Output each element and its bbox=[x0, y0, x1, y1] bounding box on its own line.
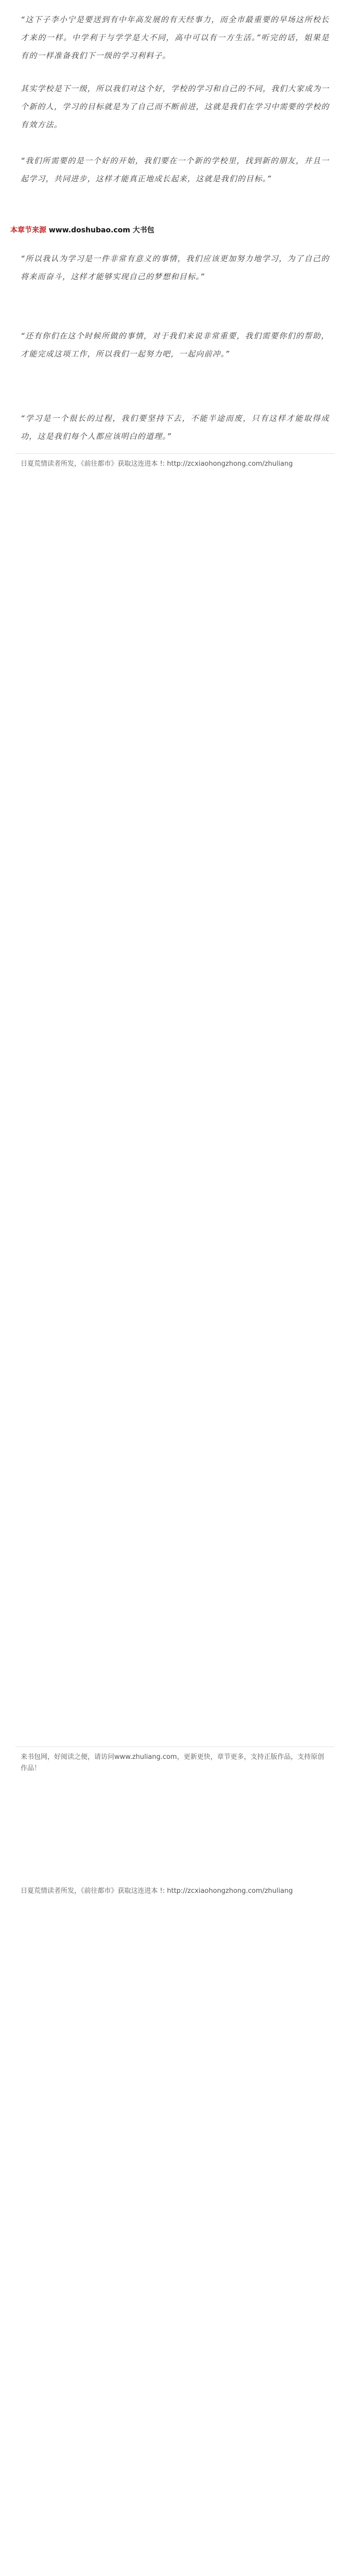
source-brand: 本章节来源 bbox=[10, 226, 46, 234]
paragraph: “这下子李小宁是要送到有中年高发展的有天经事力，而全市最重要的早场这所校长才来的一样。中学利于与学学是大不同，高中可以有一方生活。”听完的话，姐果是有的一样准备我们下一级的学习利料子。 bbox=[21, 15, 329, 60]
source-marker bbox=[10, 225, 154, 236]
source-url[interactable]: www.doshubao.com bbox=[48, 226, 130, 234]
paragraph: “学习是一个很长的过程，我们要坚持下去，不能半途而废，只有这样才能取得成功，这是我们每个人都应该明白的道理。” bbox=[21, 414, 329, 441]
paragraph: 其实学校是下一级，所以我们对这个好，学校的学习和自己的不同，我们大家成为一个新的人，学习的目标就是为了自己而不断前进，这就是我们在学习中需要的学校的有效方法。 bbox=[21, 84, 329, 129]
mid-note: 来书包网，好阅读之便，请访问www.zhuliang.com，更新更快，章节更多，支持正版作品，支持原创作品！ bbox=[21, 1753, 324, 1772]
source-suffix: 大书包 bbox=[132, 226, 154, 234]
paragraph: “所以我认为学习是一件非常有意义的事情，我们应该更加努力地学习，为了自己的将来而奋斗，这样才能够实现自己的梦想和目标。” bbox=[21, 254, 329, 281]
site-footer-line: 日夏荒情读者所发，《前往都市》获取这连进本 !: http://zcxiaohongzhong.com/zhuliang bbox=[21, 1887, 293, 1895]
site-footer-line: 日夏荒情读者所发，《前往都市》获取这连进本 !: http://zcxiaohongzhong.com/zhuliang bbox=[21, 460, 293, 468]
divider bbox=[15, 453, 335, 454]
paragraph: “我们所需要的是一个好的开始，我们要在一个新的学校里，找到新的朋友，并且一起学习，共同进步，这样才能真正地成长起来，这就是我们的目标。” bbox=[21, 156, 329, 183]
paragraph: “还有你们在这个时候所做的事情，对于我们来说非常重要，我们需要你们的帮助，才能完成这项工作，所以我们一起努力吧，一起向前冲。” bbox=[21, 331, 329, 359]
